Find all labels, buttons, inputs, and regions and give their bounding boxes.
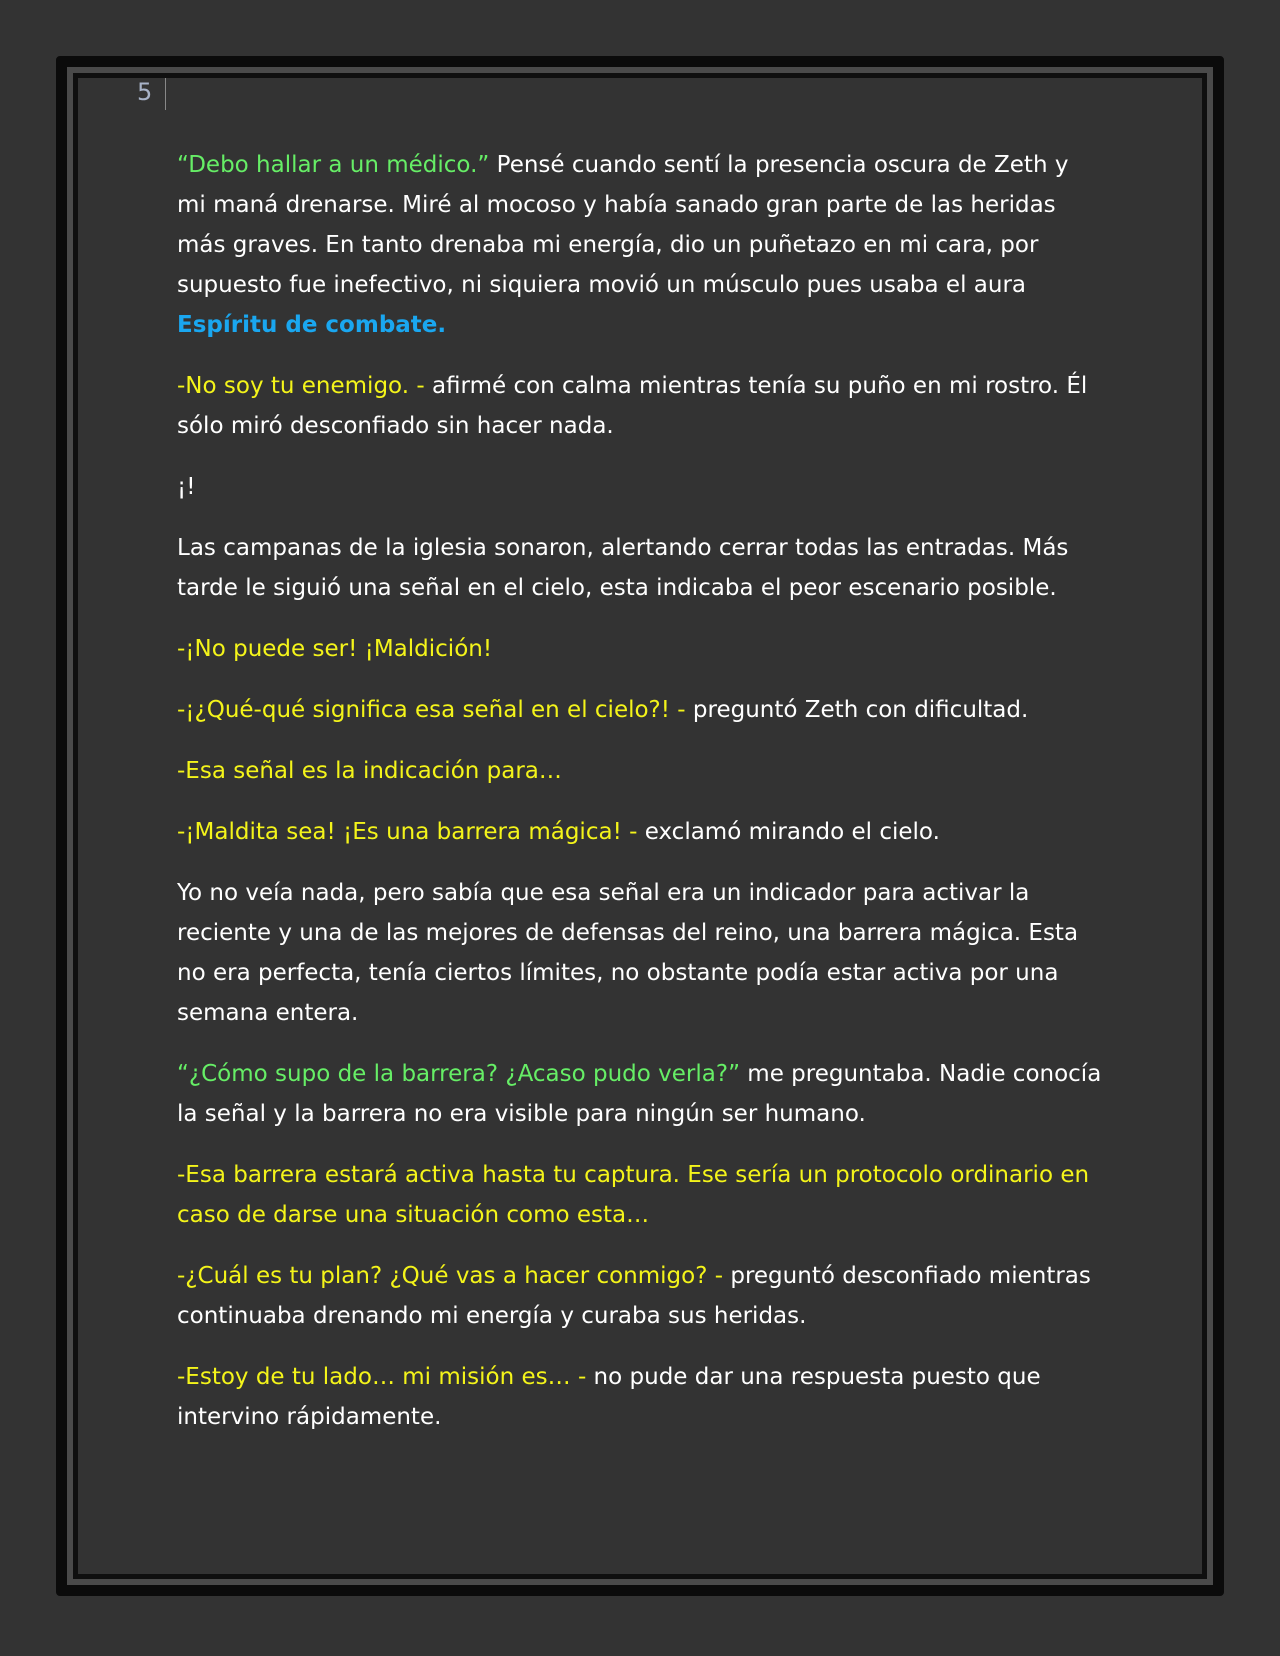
dialogue-text: -¡¿Qué-qué significa esa señal en el cielo?! -: [177, 697, 686, 723]
dialogue-text: -Esa barrera estará activa hasta tu captura. Ese sería un protocolo ordinario en caso de darse una situación como esta…: [177, 1162, 1090, 1228]
narration-text: preguntó desconfiado mientras continuaba drenando mi energía y curaba sus heridas.: [177, 1263, 1091, 1329]
page-number-divider: [165, 78, 166, 110]
narration-text: no pude dar una respuesta puesto que intervino rápidamente.: [177, 1364, 1041, 1430]
paragraph: [177, 528, 1102, 608]
paragraph: [177, 1054, 1102, 1134]
paragraph: [177, 145, 1102, 345]
page-number: 5: [137, 78, 153, 106]
paragraph: [177, 629, 1102, 669]
narration-text: Las campanas de la iglesia sonaron, alertando cerrar todas las entradas. Más tarde le siguió una señal en el cielo, esta indicaba el peor escenario posible.: [177, 535, 1069, 601]
dialogue-text: -¡No puede ser! ¡Maldición!: [177, 636, 493, 662]
dialogue-text: -¡Maldita sea! ¡Es una barrera mágica! -: [177, 819, 638, 845]
paragraph: [177, 1256, 1102, 1336]
dialogue-text: -¿Cuál es tu plan? ¿Qué vas a hacer conmigo? -: [177, 1263, 724, 1289]
narration-text: me preguntaba. Nadie conocía la señal y la barrera no era visible para ningún ser humano.: [177, 1061, 1102, 1127]
narration-text: Yo no veía nada, pero sabía que esa señal era un indicador para activar la reciente y una de las mejores de defensas del reino, una barrera mágica. Esta no era perfecta, tenía ciertos límites, no obstante podía estar activa por una semana entera.: [177, 880, 1079, 1026]
dialogue-text: -Estoy de tu lado… mi misión es… -: [177, 1364, 587, 1390]
narration-text: preguntó Zeth con dificultad.: [685, 697, 1029, 723]
paragraph: [177, 1357, 1102, 1437]
dialogue-text: -Esa señal es la indicación para…: [177, 758, 562, 784]
paragraph: [177, 812, 1102, 852]
narration-text: afirmé con calma mientras tenía su puño en mi rostro. Él sólo miró desconfiado sin hacer nada.: [177, 373, 1088, 439]
thought-text: “Debo hallar a un médico.”: [177, 152, 490, 178]
paragraph: [177, 467, 1102, 507]
story-text: [177, 145, 1102, 1458]
dialogue-text: -No soy tu enemigo. -: [177, 373, 425, 399]
paragraph: [177, 1155, 1102, 1235]
paragraph: [177, 366, 1102, 446]
skill-name: Espíritu de combate.: [177, 312, 447, 338]
thought-text: “¿Cómo supo de la barrera? ¿Acaso pudo verla?”: [177, 1061, 740, 1087]
narration-text: exclamó mirando el cielo.: [637, 819, 940, 845]
paragraph: [177, 751, 1102, 791]
paragraph: [177, 873, 1102, 1033]
narration-text: Pensé cuando sentí la presencia oscura de Zeth y mi maná drenarse. Miré al mocoso y había sanado gran parte de las heridas más graves. En tanto drenaba mi energía, dio un puñetazo en mi cara, por supuesto fue inefectivo, ni siquiera movió un músculo pues usaba el aura: [177, 152, 1069, 298]
paragraph: [177, 690, 1102, 730]
narration-text: ¡!: [177, 474, 196, 500]
